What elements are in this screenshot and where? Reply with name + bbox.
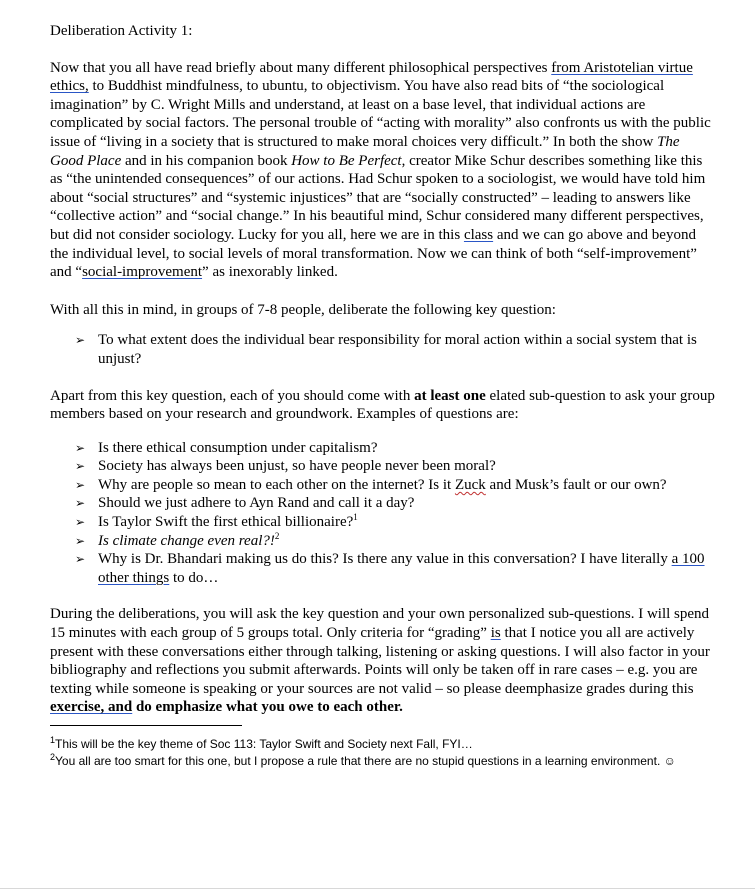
link-class[interactable]: class (463, 226, 494, 243)
arrow-bullet-icon: ➢ (75, 496, 86, 511)
bold-at-least-one: at least one (414, 387, 486, 404)
key-question: To what extent does the individual bear responsibility for moral action within a social system that is unjust? (98, 332, 697, 367)
document-title: Deliberation Activity 1: (50, 23, 193, 39)
link-aristotelian-virtue-ethics[interactable]: from Aristotelian virtue ethics, (50, 59, 693, 95)
arrow-bullet-icon: ➢ (75, 533, 86, 548)
arrow-bullet-icon: ➢ (75, 477, 86, 492)
subquestion-paragraph: Apart from this key question, each of you should come with at least one elated sub-question to ask your group members based on your research and groundwork. Examples of questions are: (50, 387, 715, 423)
arrow-bullet-icon: ➢ (75, 552, 86, 567)
footnote-ref-1[interactable]: 1 (353, 512, 358, 523)
page-bottom-divider (0, 888, 755, 889)
arrow-bullet-icon: ➢ (75, 333, 86, 348)
list-item: ➢ Is climate change even real?!$^2$ (75, 530, 280, 549)
arrow-bullet-icon: ➢ (75, 515, 86, 530)
spellcheck-word-zuck[interactable]: Zuck (454, 476, 486, 493)
deliberation-paragraph: During the deliberations, you will ask the key question and your own personalized sub-questions. I will spend 15 minutes with each group of 5 groups total. Only criteria for “grading” is that I notice you all are actively present with these conversations either through talking, listening or asking questions. I will also factor in your bibliography and reflections you submit afterwards. Points will only be taken off in rare cases – e.g. you are texting while someone is speaking or your sources are not valid – so please deemphasize grades during this exercise, and do emphasize what you owe to each other. (50, 606, 710, 716)
footnote-ref-2[interactable]: 2 (274, 530, 280, 541)
footnote-1: $^1$This will be the key theme of Soc 113: Taylor Swift and Society next Fall, FYI… (50, 735, 473, 751)
intro-paragraph: Now that you all have read briefly about many different philosophical perspectives from Aristotelian virtue ethics, to Buddhist mindfulness, to ubuntu, to objectivism. You have also read bits of “the sociological imagination” by C. Wright Mills and understand, at least on a base level, that individual actions are complicated by social factors. The personal trouble of “acting with morality” also confronts us with the public issue of “living in a society that is structured to make moral choices very difficult.” In both the show The Good Place and in his companion book How to Be Perfect, creator Mike Schur describes something like this as “the unintended consequences” of our actions. Had Schur spoken to a sociologist, we would have told him about “social structures” and “systemic injustices” that are “socially constructed” – leading to answers like “collective action” and “social change.” In his beautiful mind, Schur considered many different perspectives, but did not consider sociology. Lucky for you all, here we are in this class and we can go above and beyond the individual level, to social levels of moral transformation. Now we can think of both “self-improvement” and “social-improvement” as inexorably linked. (50, 59, 711, 281)
footnote-separator (50, 725, 242, 726)
book-title: How to Be Perfect (291, 152, 402, 169)
instructions-paragraph: With all this in mind, in groups of 7-8 people, deliberate the following key question: (50, 301, 556, 318)
bold-emphasis: do emphasize what you owe to each other. (132, 699, 403, 716)
list-item (75, 331, 715, 368)
list-item: ➢ Why is Dr. Bhandari making us do this? Is there any value in this conversation? I have literally a 100 other things to do… (75, 551, 705, 586)
arrow-bullet-icon: ➢ (75, 459, 86, 474)
arrow-bullet-icon: ➢ (75, 440, 86, 455)
key-question-list (50, 331, 715, 368)
list-item: ➢ Society has always been unjust, so have people never been moral? (75, 458, 496, 475)
link-100-other-things[interactable]: a 100 other things (98, 551, 705, 586)
list-item: ➢ Why are people so mean to each other on the internet? Is it Zuck and Musk’s fault or our own? (75, 476, 667, 493)
list-item: ➢ Is there ethical consumption under capitalism? (75, 439, 378, 456)
link-social-improvement[interactable]: social-improvement (82, 264, 203, 281)
list-item: ➢ Should we just adhere to Ayn Rand and call it a day? (75, 495, 415, 512)
list-item: ➢ Is Taylor Swift the first ethical billionaire?$^1$ (75, 512, 358, 531)
footnote-2: $^2$You all are too smart for this one, but I propose a rule that there are no stupid questions in a learning environment. ☺ (50, 752, 676, 768)
show-title: The Good Place (50, 133, 680, 169)
link-exercise-and[interactable]: exercise, and (50, 699, 133, 716)
example-questions-list (50, 439, 715, 588)
link-is[interactable]: is (490, 625, 501, 642)
